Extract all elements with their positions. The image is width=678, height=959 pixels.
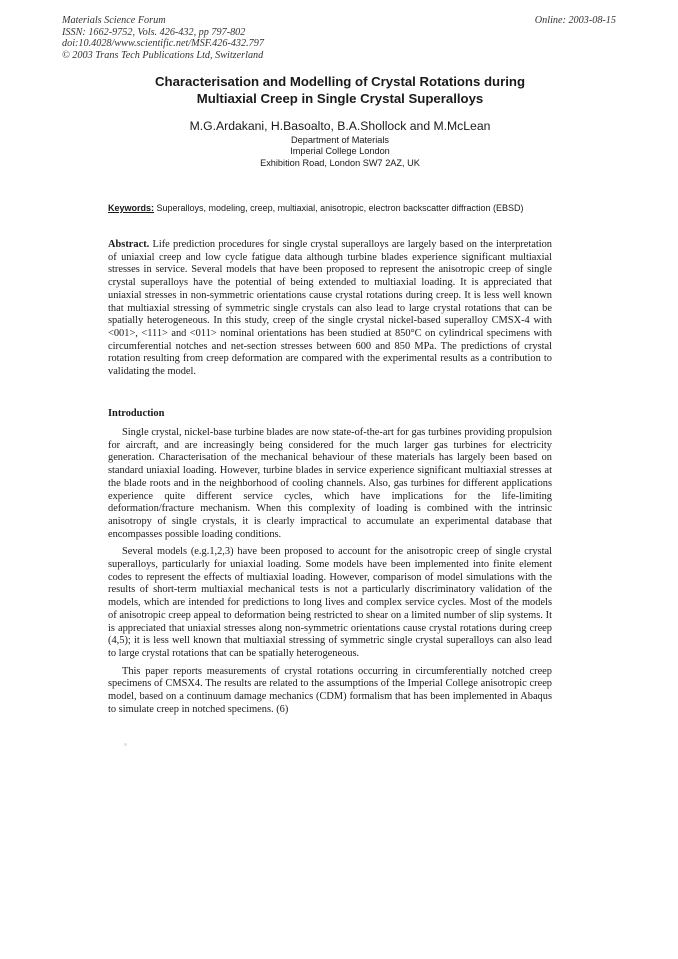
affiliation-address: Exhibition Road, London SW7 2AZ, UK xyxy=(260,157,420,168)
journal-name: Materials Science Forum xyxy=(62,15,166,26)
abstract-label: Abstract. xyxy=(108,239,150,250)
keywords-label: Keywords: xyxy=(108,203,155,213)
intro-paragraph: Single crystal, nickel-base turbine blades are now state-of-the-art for gas turbines providing propulsion for aircraft, and are increasingly being considered for the much larger gas turbines for electricity generation. Characterisation of the mechanical behaviour of these materials has largely been based on standard uniaxial loading. However, turbine blades in service experience significant multiaxial stresses at the blade roots and in the neighborhood of cooling channels. Also, gas turbines for different applications experience quite different service cycles, which have implications for the life-limiting deformation/fracture mechanism. When this complexity of loading is combined with the intrinsic anisotropy of single crystals, it is clearly impractical to accumulate an experimental database that encompasses possible loading conditions. xyxy=(108,427,552,540)
abstract-text: Life prediction procedures for single crystal superalloys are largely based on the interpretation of uniaxial creep and low cycle fatigue data although turbine blades experience significant multiaxial stresses in service. Several models that have been proposed to represent the anisotropic creep of single crystal superalloys have the potential of being extended to multiaxial loading. It is appreciated that uniaxial stresses in non-symmetric orientations cause crystal rotations during creep. It is less well known that multiaxial stressing of symmetric single crystals can also lead to large crystal rotations that can be spatially heterogeneous. In this study, creep of the single crystal nickel-based superalloy CMSX-4 with <001>, <111> and <011> nominal orientations has been studied at 850°C on cylindrical specimens with circumferential notches and net-section stresses between 600 and 850 MPa. The predictions of crystal rotation resulting from creep deformation are compared with the experimental results as a contribution to validating the model. xyxy=(108,239,552,378)
affiliation-institution: Imperial College London xyxy=(290,146,390,157)
abstract-block xyxy=(108,239,552,379)
title-line-2: Multiaxial Creep in Single Crystal Superalloys xyxy=(196,90,484,106)
introduction-body xyxy=(108,427,552,721)
section-heading-introduction: Introduction xyxy=(108,408,165,419)
journal-header xyxy=(62,15,264,61)
keywords-text: Superalloys, modeling, creep, multiaxial, anisotropic, electron backscatter diffraction (EBSD) xyxy=(156,203,524,213)
paper-title xyxy=(100,74,580,107)
title-line-1: Characterisation and Modelling of Crystal Rotations during xyxy=(154,74,526,89)
issn-line: ISSN: 1662-9752, Vols. 426-432, pp 797-802 xyxy=(62,26,246,38)
affiliation xyxy=(100,135,580,169)
copyright-line: © 2003 Trans Tech Publications Ltd, Switzerland xyxy=(62,49,264,61)
affiliation-department: Department of Materials xyxy=(290,135,390,145)
author-list: M.G.Ardakani, H.Basoalto, B.A.Shollock and M.McLean xyxy=(189,119,491,133)
scan-speck xyxy=(124,743,127,746)
keywords-block xyxy=(108,203,560,214)
intro-paragraph: This paper reports measurements of crystal rotations occurring in circumferentially notched creep specimens of CMSX4. The results are related to the assumptions of the Imperial College anisotropic creep model, based on a continuum damage mechanics (CDM) formalism that has been implemented in Abaqus to simulate creep in notched specimens. (6) xyxy=(108,665,552,715)
intro-paragraph: Several models (e.g.1,2,3) have been proposed to account for the anisotropic creep of single crystal superalloys, particularly for uniaxial loading. Some models have been implemented into finite element codes to represent the effects of multiaxial loading. However, comparison of model simulations with the results of short-term multiaxial mechanical tests is not a particularly discriminatory validation of the models, which are intended for predictions to long lives and complex service cycles. Most of the models of anisotropic creep appeal to deformation being restricted to shear on a limited number of slip systems. It is appreciated that uniaxial stresses along non-symmetric orientations cause crystal rotations during creep (4,5); it is less well known that multiaxial stressing of symmetric single crystal superalloys can also lead to large crystal rotations that can be spatially heterogeneous. xyxy=(108,546,552,659)
doi-line: doi:10.4028/www.scientific.net/MSF.426-432.797 xyxy=(62,38,264,50)
online-date: Online: 2003-08-15 xyxy=(534,15,616,26)
